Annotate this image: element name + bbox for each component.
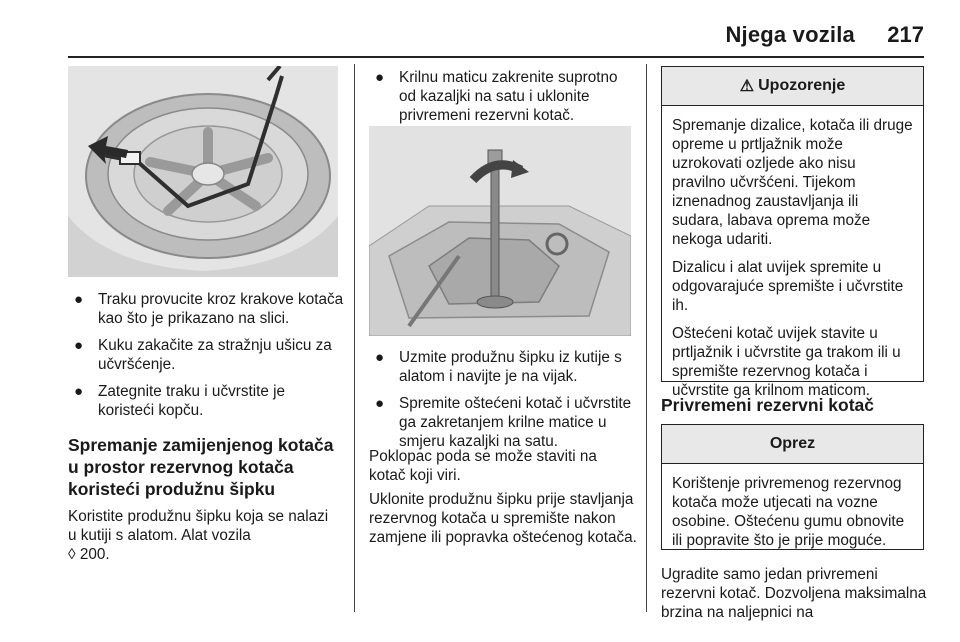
section-heading-temporary-spare: Privremeni rezervni kotač xyxy=(661,395,875,415)
caution-paragraph: Korištenje privremenog rezervnog kotača može utjecati na vozne osobine. Oštećenu gumu obnovite ili popravite što je prije moguće. xyxy=(672,475,905,549)
page-header xyxy=(0,0,960,52)
warning-header xyxy=(662,67,923,106)
bullet-icon: ● xyxy=(74,337,84,354)
left-paragraph: Koristite produžnu šipku koja se nalazi u kutiji s alatom. Alat vozila ◊ 200. xyxy=(68,508,329,563)
extension-rod-drawing xyxy=(369,126,631,336)
left-bullet-list xyxy=(68,290,344,428)
bullet-icon: ● xyxy=(375,395,385,412)
spare-wheel-drawing xyxy=(68,66,338,277)
middle-top-bullet xyxy=(369,68,635,133)
list-item: ● Zategnite traku i učvrstite je koristeći kopču. xyxy=(74,383,286,419)
warning-paragraph: Dizalicu i alat uvijek spremite u odgovarajuće spremište i učvrstite ih. xyxy=(672,259,904,314)
warning-body xyxy=(662,106,923,417)
column-divider-1 xyxy=(354,64,355,612)
caution-body xyxy=(662,464,923,567)
warning-paragraph: Oštećeni kotač uvijek stavite u prtljažnik i učvrstite ga trakom ili u spremište rezervnog kotača i učvrstite ga krilnom maticom. xyxy=(672,325,901,399)
bullet-icon: ● xyxy=(375,349,385,366)
caution-header xyxy=(662,425,923,464)
bullet-icon: ● xyxy=(375,69,385,86)
middle-bullet-list xyxy=(369,348,635,459)
caution-box xyxy=(661,424,924,550)
list-item: ● Spremite oštećeni kotač i učvrstite ga zakretanjem krilne matice u smjeru kazaljki na satu. xyxy=(375,395,632,450)
reference-arrow-icon: ◊ xyxy=(68,546,76,563)
caution-title: Oprez xyxy=(769,435,816,452)
warning-paragraph: Spremanje dizalice, kotača ili druge opreme u prtljažnik može uzrokovati ozljede ako nisu pravilno učvršćeni. Tijekom iznenadnog zaustavljanja ili sudara, labava oprema može nekoga udariti. xyxy=(672,117,913,248)
middle-paragraph-1: Poklopac poda se može staviti na kotač koji viri. xyxy=(369,448,597,484)
warning-title: Upozorenje xyxy=(758,77,846,94)
page-number: 217 xyxy=(887,22,924,47)
right-paragraph: Ugradite samo jedan privremeni rezervni kotač. Dozvoljena maksimalna brzina na naljepnici na xyxy=(661,566,927,621)
bullet-icon: ● xyxy=(74,383,84,400)
bullet-icon: ● xyxy=(74,291,84,308)
list-item: ● Krilnu maticu zakrenite suprotno od kazaljki na satu i uklonite privremeni rezervni kotač. xyxy=(375,69,618,124)
reference-page-link[interactable]: 200. xyxy=(79,546,110,563)
page-title: Njega vozila xyxy=(725,22,855,47)
section-heading-storage: Spremanje zamijenjenog kotača u prostor rezervnog kotača koristeći produžnu šipku xyxy=(68,435,334,499)
warning-icon: ⚠ xyxy=(739,78,755,95)
extension-rod-illustration xyxy=(369,126,631,336)
header-rule xyxy=(68,56,924,58)
spare-wheel-illustration xyxy=(68,66,338,277)
list-item: ● Kuku zakačite za stražnju ušicu za učvršćenje. xyxy=(74,337,332,373)
column-divider-2 xyxy=(646,64,647,612)
list-item: ● Traku provucite kroz krakove kotača kao što je prikazano na slici. xyxy=(74,291,344,327)
list-item: ● Uzmite produžnu šipku iz kutije s alatom i navijte je na vijak. xyxy=(375,349,622,385)
middle-paragraph-2: Uklonite produžnu šipku prije stavljanja rezervnog kotača u spremište nakon zamjene ili popravka oštećenog kotača. xyxy=(369,491,637,546)
warning-box xyxy=(661,66,924,399)
